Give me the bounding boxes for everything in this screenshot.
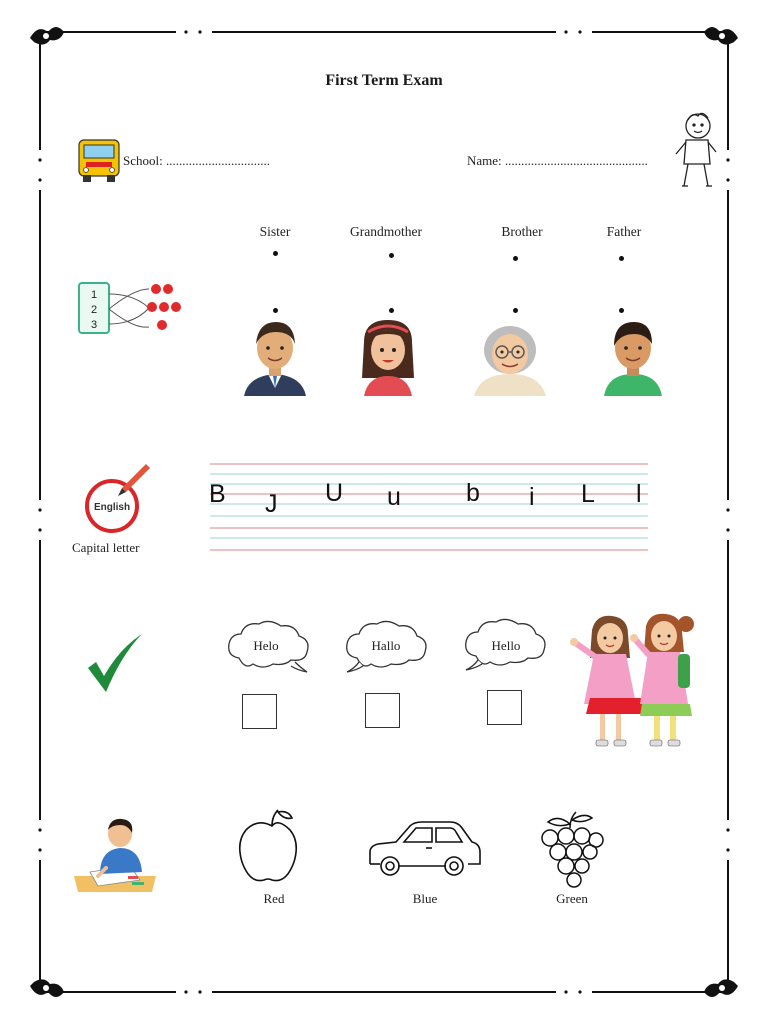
counting-apples-icon xyxy=(76,278,186,336)
match-dot-bottom-2[interactable] xyxy=(389,308,394,313)
icon-number-2: 2 xyxy=(90,304,98,316)
english-circle-icon xyxy=(80,460,152,534)
name-field[interactable]: Name: ............................................ xyxy=(467,153,648,168)
color-word-1: Red xyxy=(263,891,285,906)
greeting-option-1: Helo xyxy=(253,638,279,653)
icon-number-3: 3 xyxy=(90,319,98,331)
letter-7: L xyxy=(581,480,595,508)
match-dot-bottom-1[interactable] xyxy=(273,308,278,313)
check-mark-icon xyxy=(86,632,146,694)
word-grandmother: Grandmother xyxy=(350,224,422,239)
greeting-option-2: Hallo xyxy=(371,638,401,653)
apple-icon xyxy=(236,808,308,884)
greeting-checkbox-3[interactable] xyxy=(487,690,522,725)
match-dot-bottom-4[interactable] xyxy=(619,308,624,313)
greeting-option-3: Hello xyxy=(491,638,521,653)
letter-8: l xyxy=(636,480,642,508)
capital-letter-label: Capital letter xyxy=(72,540,140,555)
match-dot-top-3[interactable] xyxy=(513,256,518,261)
car-icon xyxy=(366,820,482,882)
letter-5: b xyxy=(466,479,480,507)
color-word-2: Blue xyxy=(412,891,438,906)
letter-6: i xyxy=(529,483,535,511)
boy-drawing-icon xyxy=(668,110,718,192)
school-field[interactable]: School: ................................ xyxy=(123,153,270,168)
word-sister: Sister xyxy=(259,224,291,239)
letter-2: J xyxy=(265,490,278,518)
boy-drawing-icon xyxy=(72,818,158,894)
grapes-icon xyxy=(536,810,604,890)
match-dot-bottom-3[interactable] xyxy=(513,308,518,313)
color-word-3: Green xyxy=(556,891,588,906)
letter-1: B xyxy=(209,480,226,508)
english-icon-text: English xyxy=(93,502,131,513)
grandma-face-picture xyxy=(470,320,550,396)
greeting-checkbox-1[interactable] xyxy=(242,694,277,729)
girl-face-picture xyxy=(358,318,418,396)
word-father: Father xyxy=(606,224,642,239)
icon-number-1: 1 xyxy=(90,289,98,301)
page-title: First Term Exam xyxy=(325,72,443,89)
greeting-checkbox-2[interactable] xyxy=(365,693,400,728)
school-bus-icon xyxy=(76,136,122,184)
match-dot-top-2[interactable] xyxy=(389,253,394,258)
two-girls-waving-picture xyxy=(570,612,700,752)
word-brother: Brother xyxy=(501,224,543,239)
man-face-picture xyxy=(242,320,308,396)
letter-3: U xyxy=(325,479,344,507)
boy-face-picture xyxy=(604,320,662,396)
letter-4: u xyxy=(387,483,401,511)
match-dot-top-1[interactable] xyxy=(273,251,278,256)
match-dot-top-4[interactable] xyxy=(619,256,624,261)
